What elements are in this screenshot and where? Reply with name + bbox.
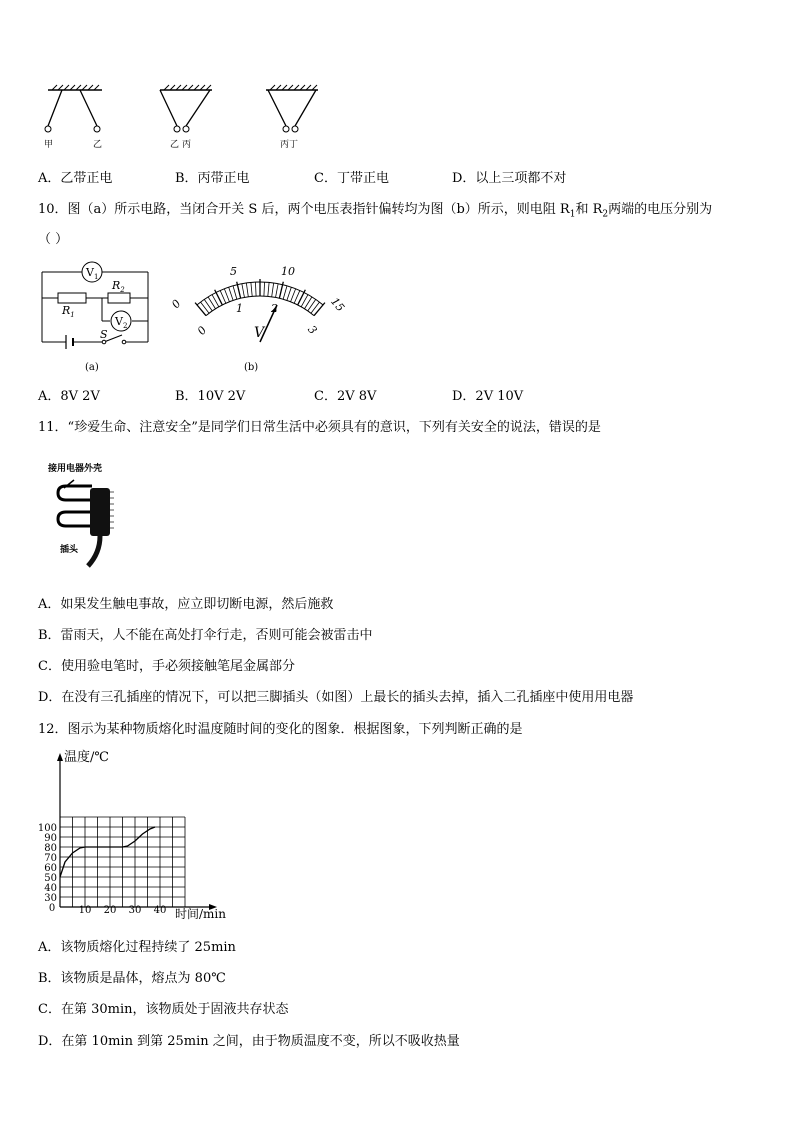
label-jia: 甲 — [44, 140, 54, 150]
dial-tick — [272, 283, 274, 297]
q10-sub-2: 2 — [602, 209, 609, 220]
suspension-group-2 — [160, 85, 212, 132]
q9-option-c[interactable]: C．丁带正电 — [314, 171, 389, 186]
scale-bottom-1: 1 — [236, 302, 243, 315]
plug-label-bottom: 插头 — [60, 545, 79, 555]
plug-body — [90, 488, 110, 536]
x-tick-labels — [49, 903, 167, 916]
dial-tick — [195, 303, 206, 316]
caption-a: (a) — [85, 362, 99, 373]
dial-scale — [195, 279, 325, 316]
scale-bottom-3: 3 — [305, 323, 320, 337]
x-tick-label: 40 — [153, 905, 167, 916]
dial-tick — [229, 287, 233, 300]
x-axis-label: 时间/min — [175, 907, 226, 921]
q11-option-b[interactable]: B．雷雨天，人不能在高处打伞行走，否则可能会被雷击中 — [38, 628, 373, 643]
q9-option-d[interactable]: D．以上三项都不对 — [452, 171, 567, 186]
plug-label-top: 接用电器外壳 — [48, 464, 103, 474]
suspension-group-3 — [266, 85, 318, 132]
y-tick-label: 90 — [44, 833, 57, 844]
chart-axes — [57, 753, 217, 910]
label-yi-2: 乙 — [170, 140, 180, 150]
scale-bottom-0: 0 — [194, 323, 210, 338]
q10-option-a[interactable]: A．8V 2V — [38, 389, 100, 404]
long-prong — [58, 486, 92, 500]
y-tick-label: 70 — [44, 853, 57, 864]
three-prong-plug-figure — [44, 458, 128, 568]
y-tick-label: 60 — [44, 863, 57, 874]
q10-stem-part2: 和 R — [575, 202, 603, 217]
v2-label: $V_2$ — [115, 315, 128, 330]
temperature-curve — [60, 827, 155, 877]
scale-top-5: 5 — [230, 265, 237, 278]
dial-tick — [246, 283, 248, 297]
y-tick-label: 50 — [44, 873, 57, 884]
q10-stem — [38, 198, 712, 220]
dial-tick — [314, 303, 325, 316]
plug-cable — [88, 536, 100, 566]
x-tick-label: 30 — [128, 905, 142, 916]
label-yi: 乙 — [93, 140, 103, 150]
r1-label: $R_1$ — [62, 304, 75, 319]
scale-bottom-2: 2 — [271, 302, 278, 315]
v1-label: $V_1$ — [86, 266, 99, 281]
y-tick-labels — [38, 823, 57, 904]
q12-option-b[interactable]: B．该物质是晶体，熔点为 80℃ — [38, 971, 226, 986]
q10-stem-line2: （ ） — [38, 232, 69, 247]
y-tick-label: 80 — [44, 843, 57, 854]
chart-grid — [60, 817, 185, 907]
voltmeter-dial — [168, 262, 353, 376]
q10-sub-1: 1 — [569, 209, 576, 220]
dial-tick — [291, 289, 296, 302]
y-tick-label: 40 — [44, 883, 57, 894]
unit-v: V — [254, 325, 265, 341]
q9-option-a[interactable]: A．乙带正电 — [38, 171, 113, 186]
q9-figure — [40, 84, 330, 154]
dial-tick — [224, 289, 229, 302]
label-bing: 丙 — [182, 140, 192, 150]
q12-option-d[interactable]: D．在第 10min 到第 25min 之间，由于物质温度不变，所以不吸收热量 — [38, 1034, 460, 1049]
dial-inner-arc — [206, 296, 314, 316]
q9-option-b[interactable]: B．丙带正电 — [175, 171, 250, 186]
suspension-group-1 — [45, 85, 102, 132]
q10-option-d[interactable]: D．2V 10V — [452, 389, 524, 404]
dial-tick — [251, 282, 252, 296]
q11-option-c[interactable]: C．使用验电笔时，手必须接触笔尾金属部分 — [38, 659, 295, 674]
dial-tick — [276, 284, 279, 298]
switch-contact-2 — [122, 340, 126, 344]
x-tick-label: 10 — [78, 905, 92, 916]
q11-stem: 11．“珍爱生命、注意安全”是同学们日常生活中必须具有的意识，下列有关安全的说法，错误的是 — [38, 420, 601, 435]
dial-tick — [255, 282, 256, 296]
q10-stem-part1: 10．图（a）所示电路，当闭合开关 S 后，两个电压表指针偏转均为图（b）所示，则电阻 R — [38, 202, 570, 217]
short-prong — [58, 512, 92, 526]
y-axis-arrow — [57, 753, 63, 761]
dial-tick — [233, 286, 237, 299]
q10-option-b[interactable]: B．10V 2V — [175, 389, 246, 404]
caption-b: (b) — [244, 362, 259, 373]
q11-option-a[interactable]: A．如果发生触电事故，应立即切断电源，然后施救 — [38, 597, 334, 612]
y-tick-label: 100 — [37, 823, 57, 834]
resistor-r2 — [108, 293, 130, 303]
dial-tick — [242, 284, 245, 298]
x-tick-label: 0 — [48, 903, 56, 914]
q12-option-a[interactable]: A．该物质熔化过程持续了 25min — [38, 940, 236, 955]
q10-stem-part3: 两端的电压分别为 — [608, 202, 713, 217]
q12-stem: 12．图示为某种物质熔化时温度随时间的变化的图象．根据图象，下列判断正确的是 — [38, 722, 523, 737]
x-tick-label: 20 — [103, 905, 117, 916]
y-tick-label: 30 — [44, 893, 57, 904]
q11-option-d[interactable]: D．在没有三孔插座的情况下，可以把三脚插头（如图）上最长的插头去掉，插入二孔插座中使用用电器 — [38, 690, 634, 705]
melting-curve-chart — [34, 745, 254, 923]
y-axis-label: 温度/℃ — [64, 750, 109, 765]
dial-tick — [283, 286, 287, 299]
scale-top-10: 10 — [281, 265, 295, 278]
dial-tick — [287, 287, 291, 300]
switch-label: S — [100, 328, 108, 341]
circuit-diagram — [38, 258, 158, 376]
label-bing-ding: 丙丁 — [280, 140, 299, 150]
q10-option-c[interactable]: C．2V 8V — [314, 389, 377, 404]
resistor-r1 — [58, 293, 86, 303]
dial-tick — [264, 282, 265, 296]
q12-option-c[interactable]: C．在第 30min，该物质处于固液共存状态 — [38, 1002, 289, 1017]
scale-top-0: 0 — [169, 297, 184, 311]
scale-top-15: 15 — [328, 295, 348, 315]
dial-tick — [268, 282, 269, 296]
r2-label: $R_2$ — [112, 279, 125, 294]
